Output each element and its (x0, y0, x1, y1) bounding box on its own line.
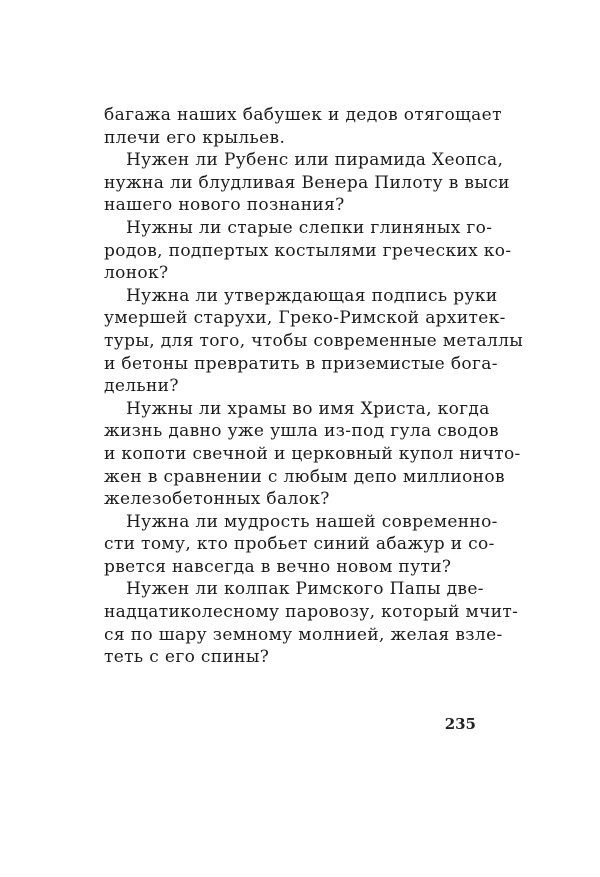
text-line: жизнь давно уже ушла из-под гула сводов (104, 421, 499, 442)
text-line: Нужна ли утверждающая подпись руки (126, 285, 498, 306)
text-line: багажа наших бабушек и дедов отягощает (104, 105, 502, 125)
text-line: Нужны ли старые слепки глиняных го- (126, 217, 493, 238)
text-line: умершей старухи, Греко-Римской архитек- (104, 308, 506, 329)
text-line: Нужна ли мудрость нашей современно- (126, 511, 498, 532)
text-line: надцатиколесному паровозу, который мчит- (104, 602, 519, 623)
text-line: плечи его крыльев. (104, 127, 286, 148)
text-line: нашего нового познания? (104, 195, 345, 216)
text-line: Нужен ли Рубенс или пирамида Хеопса, (126, 150, 504, 171)
body-text (104, 104, 524, 669)
text-line: рвется навсегда в вечно новом пути? (104, 556, 452, 577)
text-line: и копоти свечной и церковный купол ничто- (104, 443, 521, 464)
text-line: ся по шару земному молнией, желая взле- (104, 624, 503, 645)
text-line: родов, подпертых костылями греческих ко- (104, 240, 512, 261)
text-line: лонок? (104, 263, 169, 284)
text-line: туры, для того, чтобы современные металлы (104, 330, 524, 351)
text-line: жен в сравнении с любым депо миллионов (104, 466, 505, 487)
text-line: железобетонных балок? (104, 489, 330, 510)
text-line: и бетоны превратить в приземистые бога- (104, 353, 498, 374)
text-line: нужна ли блудливая Венера Пилоту в выси (104, 172, 510, 193)
text-line: Нужен ли колпак Римского Папы две- (126, 579, 484, 600)
text-line: дельни? (104, 376, 179, 397)
text-line: Нужны ли храмы во имя Христа, когда (126, 398, 490, 419)
page-number: 235 (444, 715, 476, 733)
text-line: теть с его спины? (104, 647, 270, 668)
text-line: сти тому, кто пробьет синий абажур и со- (104, 534, 495, 555)
